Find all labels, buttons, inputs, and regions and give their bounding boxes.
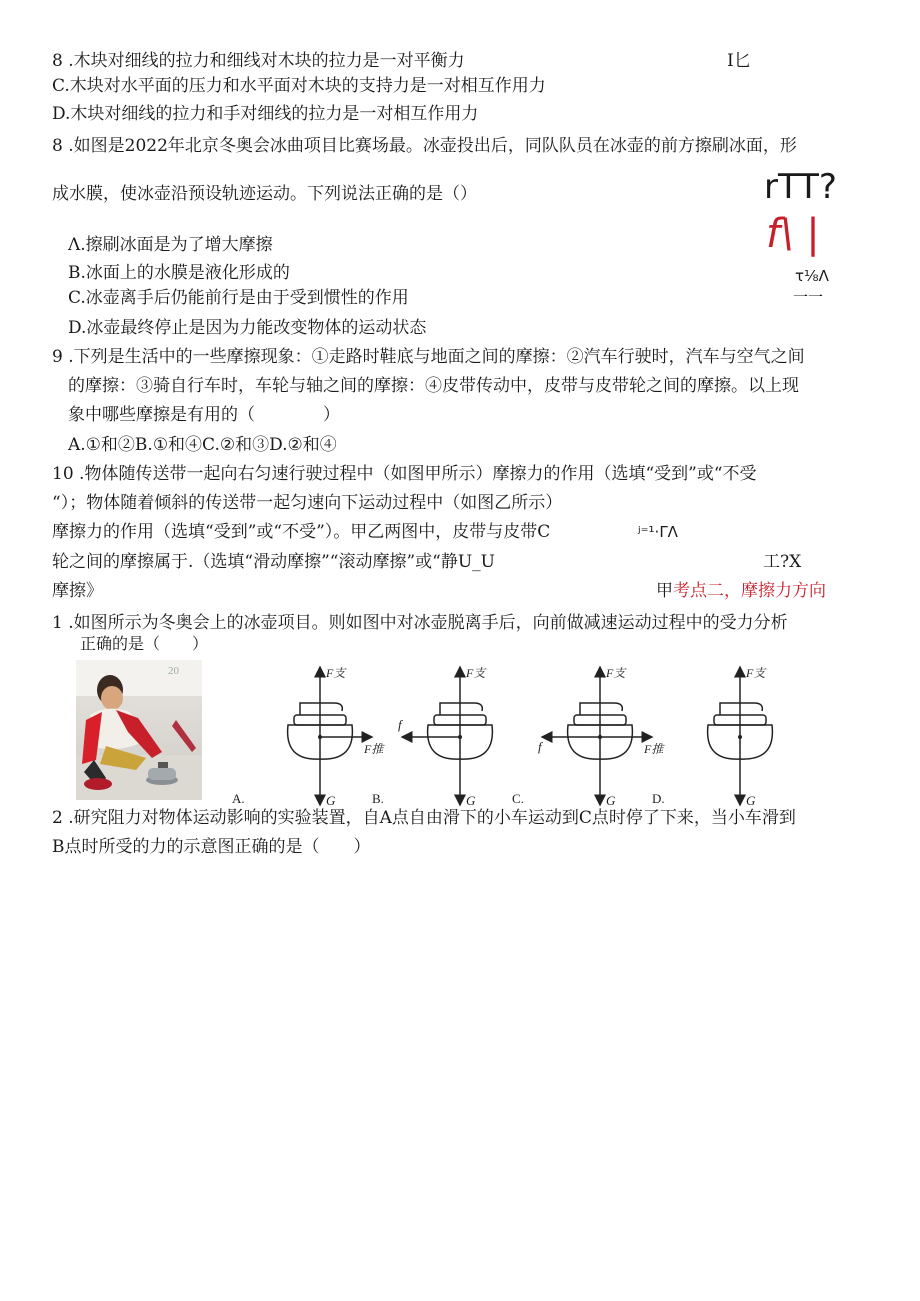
q8-option-b: B.冰面上的水膜是液化形成的	[68, 263, 290, 283]
curling-stone-handle	[720, 703, 762, 715]
gravity-label: G	[746, 793, 756, 808]
support-force-label: F支	[606, 666, 626, 680]
q1-stem-2: 正确的是（ ）	[80, 634, 209, 653]
photo-backdrop-text: 20	[168, 665, 179, 677]
option-b-line: 8 .木块对细线的拉力和细线对木块的拉力是一对平衡力	[52, 51, 465, 71]
curling-stone-handle	[580, 703, 622, 715]
q9-options: A.①和②B.①和④C.②和③D.②和④	[68, 435, 337, 455]
q10-stem-2: “）；物体随着倾斜的传送带一起匀速向下运动过程中（如图乙所示）	[52, 493, 563, 513]
section-title: 考点二，摩擦力方向	[673, 581, 826, 601]
section-heading	[656, 580, 826, 602]
q10-stem-4-right: 工?X	[763, 552, 802, 572]
option-label: C.	[512, 791, 524, 806]
q9-stem-3: 象中哪些摩擦是有用的（ ）	[68, 405, 340, 425]
q8-stem-2: 成水膜，使冰壶沿预设轨迹运动。下列说法正确的是（）	[52, 184, 477, 204]
stray-mark: I匕	[727, 51, 751, 71]
q2-stem-1: 2 .研究阻力对物体运动影响的实验装置，自A点自由滑下的小车运动到C点时停了下来，当小车滑到	[52, 808, 796, 828]
option-d-line: D.木块对细线的拉力和手对细线的拉力是一对相互作用力	[52, 104, 479, 124]
q8-side-mark-2: f\ |	[766, 211, 820, 257]
section-prefix: 甲	[656, 581, 673, 601]
q9-stem-1: 9 .下列是生活中的一些摩擦现象：①走路时鞋底与地面之间的摩擦：②汽车行驶时，汽车与空气之间	[52, 347, 805, 367]
friction-label: f	[398, 717, 402, 732]
q8-option-d: D.冰壶最终停止是因为力能改变物体的运动状态	[68, 318, 427, 338]
push-force-label: F推	[364, 742, 384, 756]
gravity-label: G	[606, 793, 616, 808]
support-force-label: F支	[326, 666, 346, 680]
gravity-label: G	[466, 793, 476, 808]
q8-option-c: C.冰壶离手后仍能前行是由于受到惯性的作用	[68, 288, 409, 308]
curling-stone-handle	[440, 703, 482, 715]
support-force-label: F支	[746, 666, 766, 680]
push-force-label: F推	[644, 742, 664, 756]
force-diagrams	[230, 655, 850, 810]
q8-side-mark-3: τ⅛Λ	[795, 267, 829, 285]
q8-side-mark-4: 一一	[793, 288, 824, 306]
q8-option-a: Λ.擦刷冰面是为了增大摩擦	[68, 235, 273, 255]
option-label: D.	[652, 791, 665, 806]
q8-stem-1: 8 .如图是2022年北京冬奥会冰曲项目比赛场最。冰壶投出后，同队队员在冰壶的前方擦刷冰面，形	[52, 136, 797, 156]
q10-stem-5: 摩擦》	[52, 581, 103, 601]
q9-stem-2: 的摩擦：③骑自行车时，车轮与轴之间的摩擦：④皮带传动中，皮带与皮带轮之间的摩擦。以上现	[68, 376, 799, 396]
support-force-label: F支	[466, 666, 486, 680]
friction-label: f	[538, 739, 542, 754]
q1-stem-1: 1 .如图所示为冬奥会上的冰壶项目。则如图中对冰壶脱离手后，向前做减速运动过程中的受力分析	[52, 613, 788, 633]
option-c-line: C.木块对水平面的压力和水平面对木块的支持力是一对相互作用力	[52, 76, 546, 96]
q10-stem-3-tail: ʲ⁼¹·ΓΛ	[638, 523, 678, 541]
curling-photo	[76, 660, 202, 800]
gravity-label: G	[326, 793, 336, 808]
option-label: B.	[372, 791, 384, 806]
option-label: A.	[232, 791, 245, 806]
q10-stem-3: 摩擦力的作用（选填“受到”或“不受”）。甲乙两图中，皮带与皮带C	[52, 522, 551, 542]
q10-stem-4: 轮之间的摩擦属于.（选填“滑动摩擦”“滚动摩擦”或“静U_U	[52, 552, 496, 572]
q10-stem-1: 10 .物体随传送带一起向右匀速行驶过程中（如图甲所示）摩擦力的作用（选填“受到”或“不受	[52, 464, 757, 484]
q2-stem-2: B点时所受的力的示意图正确的是（ ）	[52, 837, 371, 857]
curling-stone-handle	[300, 703, 342, 715]
force-diagram-svg	[230, 655, 850, 810]
q8-side-mark-1: rTT?	[764, 167, 837, 207]
